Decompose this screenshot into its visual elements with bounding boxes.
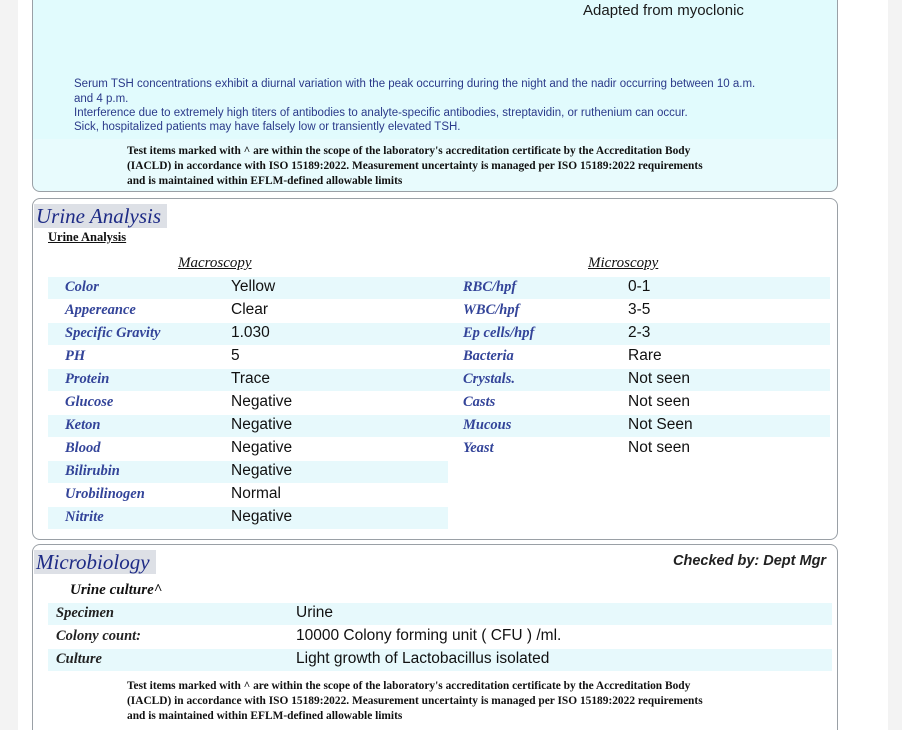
micro-value: Not seen	[628, 393, 691, 410]
macro-label: Color	[65, 279, 99, 295]
micro-label: Ep cells/hpf	[463, 325, 535, 341]
accreditation-line: (IACLD) in accordance with ISO 15189:2022. Measurement uncertainty is managed per ISO 15189:2022 requirements	[127, 695, 703, 707]
table-row	[448, 392, 830, 414]
micro-label: RBC/hpf	[463, 279, 517, 295]
micro-value: Not seen	[628, 370, 691, 387]
macro-label: Blood	[65, 440, 101, 456]
culture-label: Specimen	[56, 605, 114, 621]
accreditation-line: and is maintained within EFLM-defined allowable limits	[127, 175, 403, 187]
accreditation-line: Test items marked with ^ are within the scope of the laboratory's accreditation certificate by the Accreditation Body	[127, 145, 691, 157]
frame-left	[0, 0, 18, 730]
table-row	[48, 277, 448, 299]
culture-value: 10000 Colony forming unit ( CFU ) /ml.	[296, 627, 562, 644]
micro-value: 2-3	[628, 324, 651, 341]
table-row	[48, 626, 832, 648]
macro-label: Glucose	[65, 394, 114, 410]
macro-value: Negative	[231, 462, 293, 479]
macro-label: Keton	[65, 417, 101, 433]
micro-label: Casts	[463, 394, 496, 410]
table-row	[48, 438, 448, 460]
micro-label: Mucous	[463, 417, 512, 433]
culture-value: Urine	[296, 604, 334, 621]
macro-value: 1.030	[231, 324, 270, 341]
micro-label: Yeast	[463, 440, 494, 456]
macro-label: Appereance	[65, 302, 136, 318]
table-row	[448, 369, 830, 391]
adapted-note: Adapted from myoclonic	[583, 2, 744, 19]
culture-label: Colony count:	[56, 628, 141, 644]
table-row	[448, 323, 830, 345]
micro-value: Not Seen	[628, 416, 693, 433]
note-line-3: Interference due to extremely high titers of antibodies to analyte-specific antibodies, streptavidin, or ruthenium can occur.	[74, 107, 688, 119]
culture-value: Light growth of Lactobacillus isolated	[296, 650, 550, 667]
macro-value: Normal	[231, 485, 281, 502]
table-row	[48, 507, 448, 529]
macro-value: 5	[231, 347, 240, 364]
macro-label: Urobilinogen	[65, 486, 145, 502]
table-row	[48, 415, 448, 437]
urine-sub-title: Urine Analysis	[48, 230, 127, 244]
table-row	[448, 415, 830, 437]
table-row	[448, 277, 830, 299]
micro-label: WBC/hpf	[463, 302, 520, 318]
table-row	[448, 300, 830, 322]
note-line-4: Sick, hospitalized patients may have falsely low or transiently elevated TSH.	[74, 121, 461, 133]
macro-value: Negative	[231, 508, 293, 525]
macro-label: Bilirubin	[65, 463, 120, 479]
culture-label: Culture	[56, 651, 102, 667]
macro-value: Trace	[231, 370, 271, 387]
microbiology-section-title: Microbiology	[34, 550, 156, 574]
table-row	[48, 392, 448, 414]
macro-label: Nitrite	[65, 509, 104, 525]
note-line-1: Serum TSH concentrations exhibit a diurnal variation with the peak occurring during the night and the nadir occurring between 10 a.m.	[74, 78, 756, 90]
table-row	[48, 346, 448, 368]
microscopy-heading: Microscopy	[588, 255, 659, 271]
table-row	[448, 438, 830, 460]
macroscopy-heading: Macroscopy	[178, 255, 252, 271]
micro-label: Crystals.	[463, 371, 515, 387]
macro-label: Protein	[65, 371, 110, 387]
table-row	[48, 461, 448, 483]
macro-value: Negative	[231, 439, 293, 456]
macro-value: Clear	[231, 301, 269, 318]
macro-value: Negative	[231, 393, 293, 410]
micro-value: Not seen	[628, 439, 691, 456]
table-row	[48, 369, 448, 391]
table-row	[48, 484, 448, 506]
macro-value: Negative	[231, 416, 293, 433]
checked-by: Checked by: Dept Mgr	[673, 553, 827, 569]
micro-value: 3-5	[628, 301, 651, 318]
accreditation-note-bottom	[127, 679, 827, 724]
accreditation-line: and is maintained within EFLM-defined allowable limits	[127, 710, 403, 722]
frame-right	[888, 0, 902, 730]
accreditation-note-top	[127, 144, 827, 189]
macro-value: Yellow	[231, 278, 276, 295]
table-row	[48, 603, 832, 625]
urine-culture-title: Urine culture^	[70, 582, 163, 598]
macro-label: PH	[65, 348, 86, 364]
micro-label: Bacteria	[463, 348, 514, 364]
accreditation-line: Test items marked with ^ are within the scope of the laboratory's accreditation certificate by the Accreditation Body	[127, 680, 691, 692]
table-row	[448, 346, 830, 368]
note-line-2: and 4 p.m.	[74, 93, 129, 105]
urine-section-title: Urine Analysis	[34, 204, 167, 228]
micro-value: 0-1	[628, 278, 651, 295]
table-row	[48, 300, 448, 322]
macro-label: Specific Gravity	[65, 325, 161, 341]
micro-value: Rare	[628, 347, 662, 364]
table-row	[48, 649, 832, 671]
accreditation-line: (IACLD) in accordance with ISO 15189:2022. Measurement uncertainty is managed per ISO 15189:2022 requirements	[127, 160, 703, 172]
table-row	[48, 323, 448, 345]
